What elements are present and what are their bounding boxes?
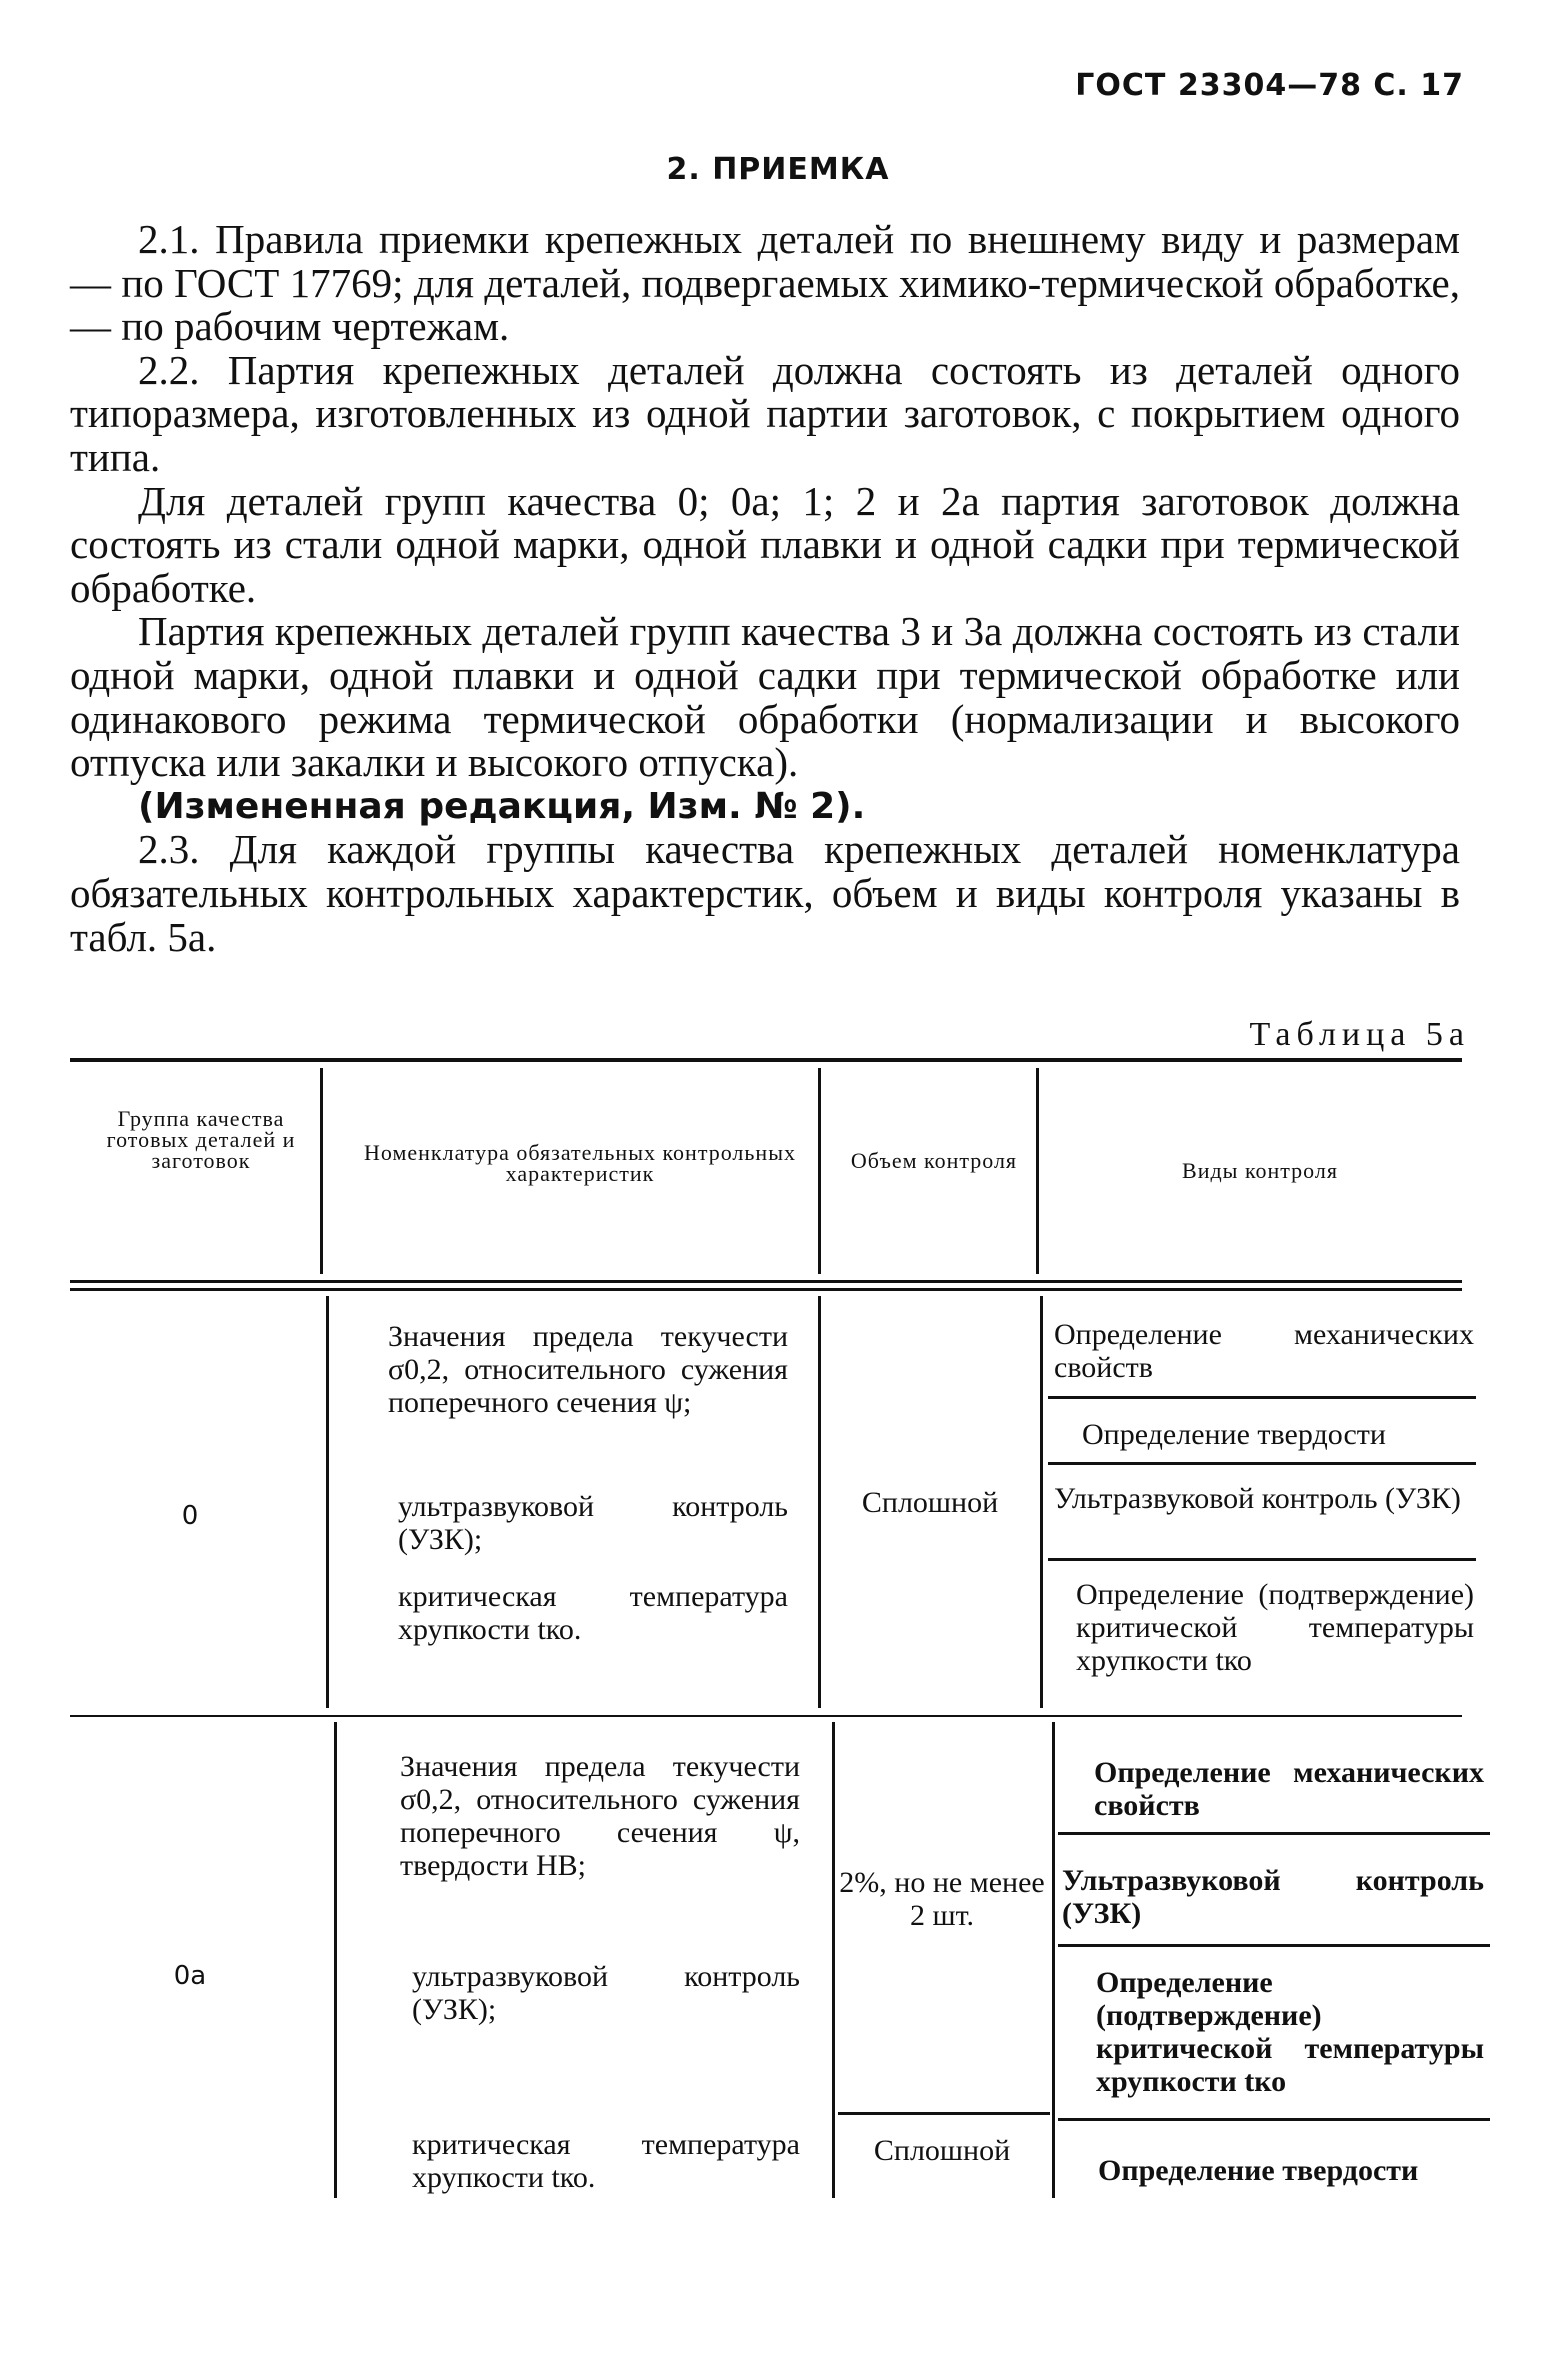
row0-type: Определение (подтверждение) критической температуры хрупкости tко (1076, 1578, 1474, 1677)
row0-volume: Сплошной (861, 1486, 999, 1519)
row0-nomenclature-line: критическая температура хрупкости tко. (398, 1580, 788, 1646)
row0-type: Ультразвуковой контроль (УЗК) (1054, 1482, 1461, 1515)
row0a-type: Определение механических свойств (1094, 1756, 1484, 1822)
header-group: Группа качества готовых деталей и заготовок (106, 1106, 296, 1173)
row0a-type: Определение твердости (1098, 2154, 1419, 2187)
row0-type: Определение твердости (1082, 1418, 1386, 1451)
header-rule-upper (70, 1280, 1462, 1283)
row-column-divider (818, 1296, 821, 1708)
paragraph-2-2: 2.2. Партия крепежных деталей должна состоять из деталей одного типоразмера, изготовленных из одной партии заготовок, с покрытием одного типа. (70, 346, 1460, 480)
row-column-divider (832, 1722, 835, 2198)
header-column-divider (818, 1068, 821, 1274)
row0-nomenclature-line: Значения предела текучести σ0,2, относительного сужения поперечного сечения ψ; (388, 1320, 788, 1419)
row0a-group: 0а (173, 1961, 207, 1991)
row0a-nomenclature-line: Значения предела текучести σ0,2, относительного сужения поперечного сечения ψ, твердости НВ; (400, 1750, 800, 1882)
paragraph-quality-groups: Для деталей групп качества 0; 0а; 1; 2 и 2а партия заготовок должна состоять из стали одной марки, одной плавки и одной садки при термической обработке. (70, 477, 1460, 611)
body-text (70, 218, 1460, 959)
row0-type-divider (1048, 1462, 1476, 1465)
paragraph-2-1: 2.1. Правила приемки крепежных деталей по внешнему виду и размерам — по ГОСТ 17769; для деталей, подвергаемых химико-термической обработке, — по рабочим чертежам. (70, 216, 1460, 350)
row-column-divider (334, 1722, 337, 2198)
row0a-type-divider (1058, 1944, 1490, 1947)
row-separator-rule (70, 1715, 1462, 1717)
row0a-volume-sample: 2%, но не менее 2 шт. (839, 1866, 1045, 1932)
row0-type-divider (1048, 1396, 1476, 1399)
paragraph-groups-3-3a: Партия крепежных деталей групп качества 3 и 3а должна состоять из стали одной марки, одной плавки и одной садки при термической обработке или одинакового режима термической обработки (нормализации и высокого отпуска или закалки и высокого отпуска). (70, 608, 1460, 786)
row0a-nomenclature-line: критическая температура хрупкости tко. (412, 2128, 800, 2194)
amendment-note: (Измененная редакция, Изм. № 2). (138, 785, 866, 827)
row0a-volume-full: Сплошной (873, 2134, 1011, 2167)
row0a-type-divider (1058, 2118, 1490, 2121)
header-column-divider (1036, 1068, 1039, 1274)
row0-type: Определение механических свойств (1054, 1318, 1474, 1384)
running-header: ГОСТ 23304—78 С. 17 (1075, 68, 1464, 103)
row-column-divider (1052, 1722, 1055, 2198)
section-title: 2. ПРИЕМКА (666, 152, 890, 187)
row0a-volume-divider (838, 2112, 1050, 2115)
row-column-divider (1040, 1296, 1043, 1708)
row0-nomenclature-line: ультразвуковой контроль (УЗК); (398, 1490, 788, 1556)
paragraph-2-3: 2.3. Для каждой группы качества крепежных деталей номенклатура обязательных контрольных характерстик, объем и виды контроля указаны в табл. 5а. (70, 826, 1460, 960)
row0a-nomenclature-line: ультразвуковой контроль (УЗК); (412, 1960, 800, 2026)
row0a-type-divider (1058, 1832, 1490, 1835)
header-nomenclature: Номенклатура обязательных контрольных характеристик (364, 1140, 796, 1186)
row0-type-divider (1048, 1558, 1476, 1561)
header-rule-lower (70, 1288, 1462, 1291)
row0a-type: Ультразвуковой контроль (УЗК) (1062, 1864, 1484, 1930)
row0-group: 0 (181, 1501, 199, 1531)
header-volume: Объем контроля (850, 1148, 1018, 1173)
row0a-type: Определение (подтверждение) критической температуры хрупкости tко (1096, 1966, 1484, 2098)
table-top-rule (70, 1058, 1462, 1062)
header-column-divider (320, 1068, 323, 1274)
header-types: Виды контроля (1182, 1158, 1338, 1183)
table-label: Таблица 5а (1249, 1016, 1470, 1053)
row-column-divider (326, 1296, 329, 1708)
